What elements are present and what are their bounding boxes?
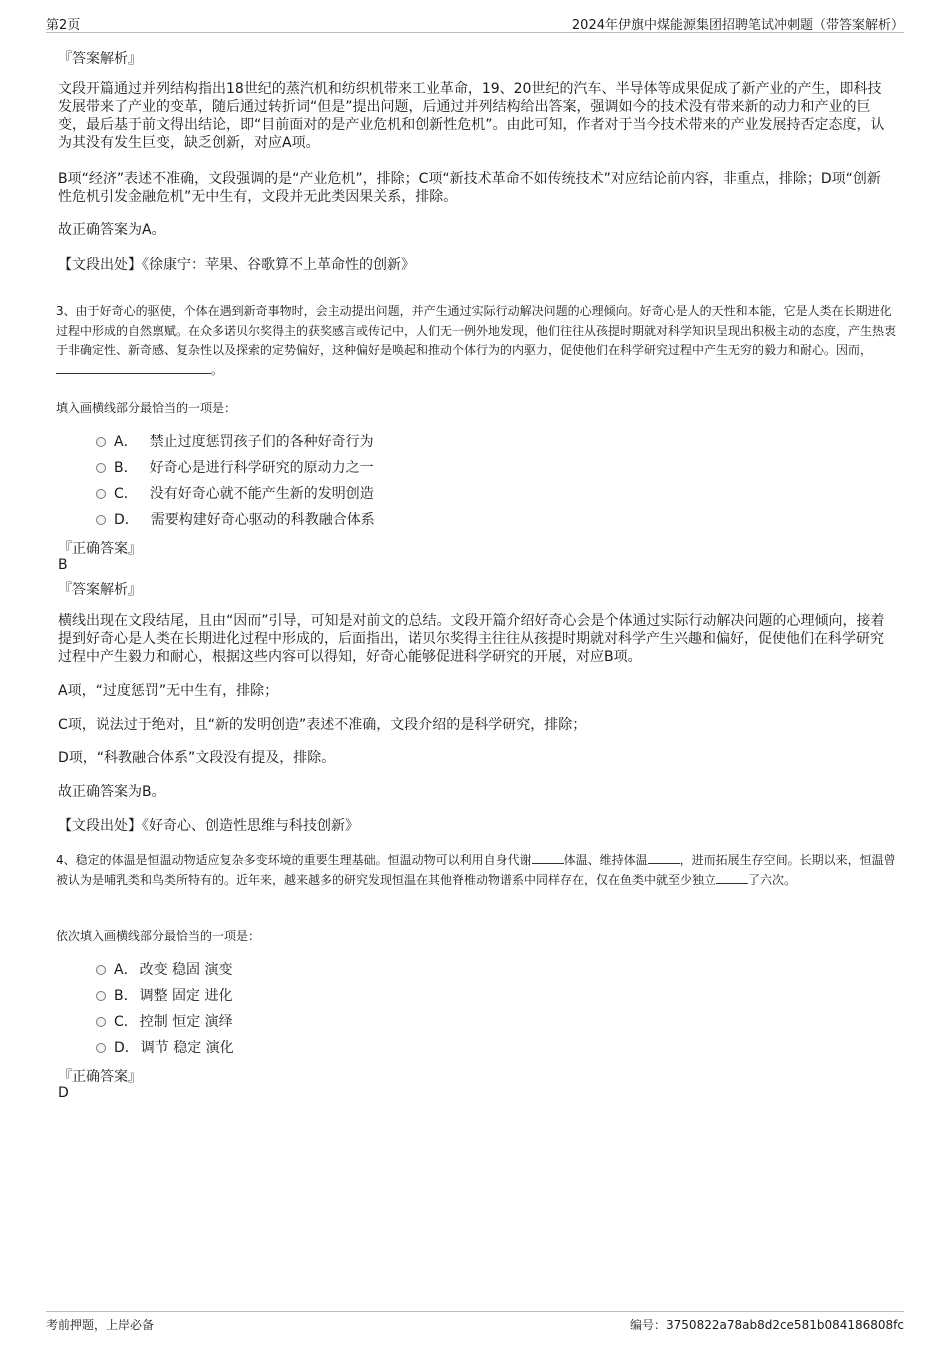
q4-stem-part2: 体温、维持体温 bbox=[563, 853, 648, 867]
q3-option-b[interactable] bbox=[96, 457, 374, 479]
radio-icon[interactable] bbox=[96, 1017, 106, 1027]
q2-conclusion: 故正确答案为A。 bbox=[58, 222, 166, 238]
radio-icon[interactable] bbox=[96, 437, 106, 447]
radio-icon[interactable] bbox=[96, 991, 106, 1001]
option-text: 调整 固定 进化 bbox=[139, 988, 233, 1004]
q4-option-b[interactable] bbox=[96, 985, 233, 1007]
q3-stem bbox=[56, 302, 898, 380]
option-letter: A． bbox=[114, 962, 138, 978]
option-letter: B． bbox=[114, 460, 138, 476]
q3-instruction: 填入画横线部分最恰当的一项是： bbox=[56, 401, 237, 415]
q4-stem-part3: ，进而拓展生存空间。长期以来，恒温曾被认为是哺乳类和鸟类所特有的。近年来，越来越多的研究发现恒温在其他脊椎动物谱系中同样存在，仅在鱼类中就至少独立 bbox=[56, 853, 896, 887]
option-text: 禁止过度惩罚孩子们的各种好奇行为 bbox=[149, 434, 374, 450]
q4-option-a[interactable] bbox=[96, 959, 232, 981]
q3-stem-end: 。 bbox=[211, 362, 224, 377]
q4-blank-1 bbox=[532, 851, 564, 864]
q4-answer: D bbox=[58, 1085, 69, 1101]
option-letter: D． bbox=[114, 1040, 139, 1056]
q4-stem-part4: 了六次。 bbox=[748, 872, 797, 887]
q3-analysis-d: D项，“科教融合体系”文段没有提及，排除。 bbox=[58, 750, 336, 766]
q3-option-c[interactable] bbox=[96, 483, 374, 505]
q2-source: 【文段出处】《徐康宁：苹果、谷歌算不上革命性的创新》 bbox=[58, 257, 415, 273]
page-header bbox=[46, 12, 904, 33]
page-footer bbox=[46, 1311, 904, 1332]
footer-slogan: 考前押题，上岸必备 bbox=[46, 1318, 155, 1332]
q3-answer-heading: 『正确答案』 bbox=[58, 541, 142, 557]
option-letter: C． bbox=[114, 1014, 138, 1030]
q3-conclusion: 故正确答案为B。 bbox=[58, 784, 166, 800]
document-title: 2024年伊旗中煤能源集团招聘笔试冲刺题（带答案解析） bbox=[571, 18, 904, 33]
option-letter: C． bbox=[114, 486, 138, 502]
radio-icon[interactable] bbox=[96, 515, 106, 525]
option-letter: B． bbox=[114, 988, 138, 1004]
q3-source: 【文段出处】《好奇心、创造性思维与科技创新》 bbox=[58, 818, 359, 834]
option-text: 改变 稳固 演变 bbox=[139, 962, 233, 978]
q2-analysis-heading: 『答案解析』 bbox=[58, 51, 142, 67]
q3-analysis-c: C项，说法过于绝对，且“新的发明创造”表述不准确，文段介绍的是科学研究，排除； bbox=[58, 717, 587, 733]
option-text: 没有好奇心就不能产生新的发明创造 bbox=[149, 486, 374, 502]
q4-blank-3 bbox=[716, 871, 748, 884]
q4-stem bbox=[56, 851, 898, 890]
q4-blank-2 bbox=[648, 851, 680, 864]
q4-option-c[interactable] bbox=[96, 1011, 233, 1033]
option-text: 需要构建好奇心驱动的科教融合体系 bbox=[150, 512, 375, 528]
page-number: 第2页 bbox=[46, 18, 81, 33]
q2-analysis-options: B项“经济”表述不准确，文段强调的是“产业危机”，排除；C项“新技术革命不如传统技术”对应结论前内容，非重点，排除；D项“创新性危机引发金融危机”无中生有，文段并无此类因果关系，排除。 bbox=[58, 171, 881, 205]
q4-answer-heading: 『正确答案』 bbox=[58, 1069, 142, 1085]
q2-analysis-paragraph: 文段开篇通过并列结构指出18世纪的蒸汽机和纺织机带来工业革命，19、20世纪的汽车、半导体等成果促成了新产业的产生，即科技发展带来了产业的变革，随后通过转折词“但是”提出问题，后通过并列结构给出答案，强调如今的技术没有带来新的动力和产业的巨变，最后基于前文得出结论，即“目前面对的是产业危机和创新性危机”。由此可知，作者对于当今技术带来的产业发展持否定态度，认为其没有发生巨变，缺乏创新，对应A项。 bbox=[58, 81, 885, 151]
radio-icon[interactable] bbox=[96, 463, 106, 473]
radio-icon[interactable] bbox=[96, 1043, 106, 1053]
option-text: 调节 稳定 演化 bbox=[140, 1040, 234, 1056]
q3-option-a[interactable] bbox=[96, 431, 374, 453]
q3-analysis-paragraph: 横线出现在文段结尾，且由“因而”引导，可知是对前文的总结。文段开篇介绍好奇心会是个体通过实际行动解决问题的心理倾向，接着提到好奇心是人类在长期进化过程中形成的，后面指出，诺贝尔奖得主往往从孩提时期就对科学产生兴趣和偏好，促使他们在科学研究过程中产生毅力和耐心，根据这些内容可以得知，好奇心能够促进科学研究的开展，对应B项。 bbox=[58, 613, 885, 665]
option-letter: D． bbox=[114, 512, 139, 528]
q3-answer-blank bbox=[56, 361, 211, 374]
q4-instruction: 依次填入画横线部分最恰当的一项是： bbox=[56, 929, 261, 943]
option-text: 好奇心是进行科学研究的原动力之一 bbox=[149, 460, 374, 476]
q3-option-d[interactable] bbox=[96, 509, 375, 531]
q3-stem-text: 3、由于好奇心的驱使，个体在遇到新奇事物时，会主动提出问题，并产生通过实际行动解决问题的心理倾向。好奇心是人的天性和本能，它是人类在长期进化过程中形成的自然禀赋。在众多诺贝尔奖得主的获奖感言或传记中，人们无一例外地发现，他们往往从孩提时期就对科学知识呈现出积极主动的态度，产生热衷于非确定性、新奇感、复杂性以及探索的定势偏好，这种偏好是唤起和推动个体行为的内驱力，促使他们在科学研究过程中产生无穷的毅力和耐心。因而， bbox=[56, 304, 897, 357]
q4-option-d[interactable] bbox=[96, 1037, 234, 1059]
option-text: 控制 恒定 演绎 bbox=[139, 1014, 233, 1030]
q3-analysis-heading: 『答案解析』 bbox=[58, 582, 142, 598]
q3-answer: B bbox=[58, 557, 68, 573]
q3-analysis-a: A项，“过度惩罚”无中生有，排除； bbox=[58, 683, 279, 699]
document-id: 编号：3750822a78ab8d2ce581b084186808fc bbox=[630, 1318, 904, 1332]
q4-stem-part1: 4、稳定的体温是恒温动物适应复杂多变环境的重要生理基础。恒温动物可以利用自身代谢 bbox=[56, 853, 532, 867]
option-letter: A． bbox=[114, 434, 138, 450]
radio-icon[interactable] bbox=[96, 489, 106, 499]
radio-icon[interactable] bbox=[96, 965, 106, 975]
